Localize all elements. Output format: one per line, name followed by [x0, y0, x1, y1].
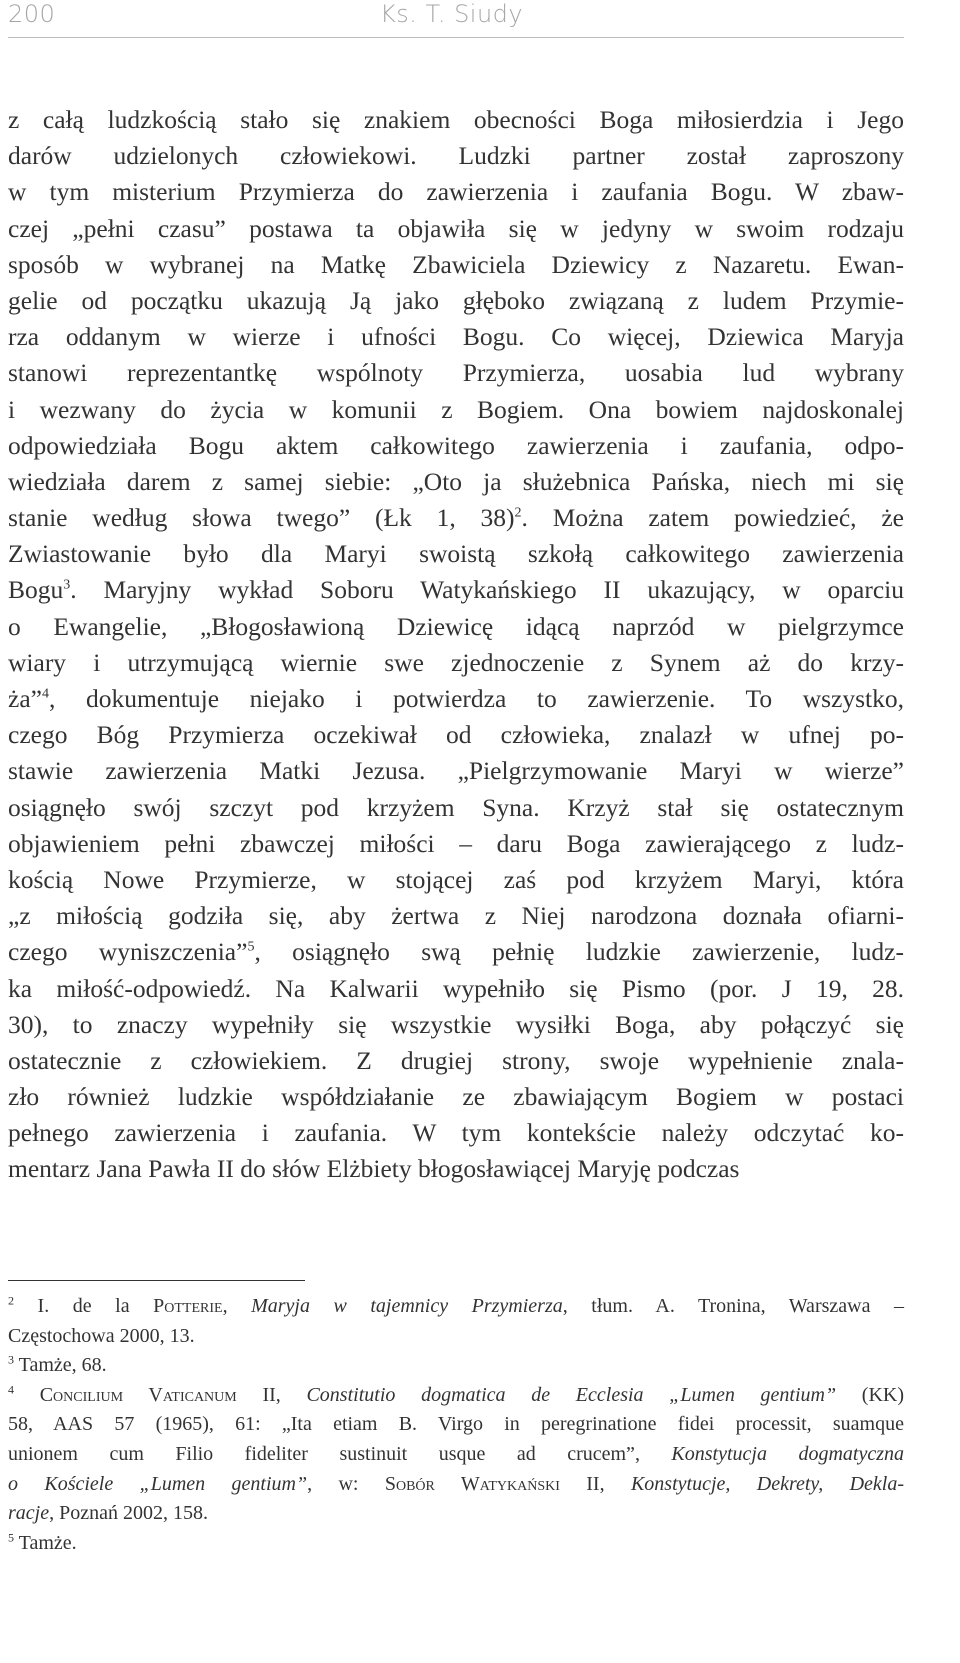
text-line: stawie zawierzenia Matki Jezusa. „Pielgrzymowanie Maryi w wierze”	[8, 756, 904, 786]
footnote-title: Constitutio dogmatica de Ecclesia „Lumen gentium”	[306, 1383, 837, 1406]
footnote-3: $^3$ Tamże, 68.	[8, 1352, 107, 1377]
text-line: odpowiedziała Bogu aktem całkowitego zawierzenia i zaufania, odpo-	[8, 430, 904, 460]
footnote-author: Potterie	[153, 1295, 223, 1317]
footnote-number: 5	[8, 1530, 14, 1545]
main-text	[8, 102, 904, 1188]
text-line: stanowi reprezentantkę wspólnoty Przymierza, uosabia lud wybrany	[8, 358, 904, 388]
footnote-ref: 3	[63, 577, 71, 593]
footnote-ref: 2	[514, 505, 522, 521]
text-line: Zwiastowanie było dla Maryi swoistą szkołą całkowitego zawierzenia	[8, 539, 904, 569]
text-line: rza oddanym w wierze i ufności Bogu. Co więcej, Dziewica Maryja	[8, 322, 904, 352]
text-line: czego Bóg Przymierza oczekiwał od człowieka, znalazł w ufnej po-	[8, 720, 904, 750]
footnote-number: 3	[8, 1352, 14, 1367]
footnote-4-line5: racje, Poznań 2002, 158.	[8, 1502, 208, 1525]
footnote-number: 2	[8, 1293, 14, 1308]
text-line: z całą ludzkością stało się znakiem obecności Boga miłosierdzia i Jego	[8, 105, 904, 134]
text-line: mentarz Jana Pawła II do słów Elżbiety błogosławiącej Maryję podczas	[8, 1154, 740, 1184]
page-number: 200	[8, 0, 56, 28]
footnote-4-line3: unionem cum Filio fideliter sustinuit usque ad crucem”, Konstytucja dogmatyczna	[8, 1442, 904, 1465]
footnote-2: $^2$ I. de la Potterie, Maryja w tajemnicy Przymierza, tłum. A. Tronina, Warszawa –	[8, 1293, 904, 1317]
text-line: o Ewangelie, „Błogosławioną Dziewicę idącą naprzód w pielgrzymce	[8, 611, 904, 641]
running-header	[8, 0, 904, 38]
text-line: stanie według słowa twego” (Łk 1, 38)$^2$. Można zatem powiedzieć, że	[8, 503, 904, 533]
text-line: czego wyniszczenia”$^5$, osiągnęło swą pełnię ludzkie zawierzenie, ludz-	[8, 937, 904, 967]
text-line: 30), to znaczy wypełniły się wszystkie wysiłki Boga, aby połączyć się	[8, 1009, 904, 1039]
footnote-2-cont: Częstochowa 2000, 13.	[8, 1324, 195, 1347]
text-line: ża”$^4$, dokumentuje niejako i potwierdza to zawierzenie. To wszystko,	[8, 684, 904, 713]
text-line: pełnego zawierzenia i zaufania. W tym kontekście należy odczytać ko-	[8, 1118, 904, 1148]
footnotes	[8, 1292, 904, 1558]
footnote-number: 4	[8, 1382, 14, 1397]
text-line: zło również ludzkie współdziałanie ze zbawiającym Bogiem w postaci	[8, 1082, 904, 1112]
text-line: „z miłością godziła się, aby żertwa z Niej narodzona doznała ofiarni-	[8, 901, 904, 931]
footnote-author: Concilium Vaticanum	[39, 1383, 237, 1406]
footnote-4-line2: 58, AAS 57 (1965), 61: „Ita etiam B. Virgo in peregrinatione fidei processit, suamque	[8, 1413, 904, 1436]
text-line: sposób w wybranej na Matkę Zbawiciela Dziewicy z Nazaretu. Ewan-	[8, 249, 904, 279]
text-line: Bogu$^3$. Maryjny wykład Soboru Watykańskiego II ukazujący, w oparciu	[8, 575, 904, 605]
footnote-5: $^5$ Tamże.	[8, 1530, 77, 1554]
text-line: ostatecznie z człowiekiem. Z drugiej strony, swoje wypełnienie znala-	[8, 1045, 904, 1075]
text-line: osiągnęło swój szczyt pod krzyżem Syna. Krzyż stał się ostatecznym	[8, 792, 904, 822]
footnote-ref: 4	[41, 686, 49, 702]
text-line: wiary i utrzymującą wiernie swe zjednoczenie z Synem aż do krzy-	[8, 647, 904, 677]
footnote-4: $^4$ Concilium Vaticanum II, Constitutio dogmatica de Ecclesia „Lumen gentium” (KK)	[8, 1382, 904, 1406]
text-line: ka miłość-odpowiedź. Na Kalwarii wypełniło się Pismo (por. J 19, 28.	[8, 973, 904, 1003]
text-line: czej „pełni czasu” postawa ta objawiła się w jedyny w swoim rodzaju	[8, 213, 904, 243]
running-title: Ks. T. Siudy	[380, 0, 524, 28]
footnote-title: Maryja w tajemnicy Przymierza	[251, 1295, 563, 1317]
text-line: darów udzielonych człowiekowi. Ludzki partner został zaproszony	[8, 141, 904, 171]
text-line: wiedziała darem z samej siebie: „Oto ja służebnica Pańska, niech mi się	[8, 466, 904, 496]
text-line: objawieniem pełni zbawczej miłości – daru Boga zawierającego z ludz-	[8, 828, 904, 858]
text-line: gelie od początku ukazują Ją jako głęboko związaną z ludem Przymie-	[8, 285, 904, 315]
header-divider	[8, 37, 904, 38]
footnote-divider	[8, 1280, 305, 1281]
text-line: i wezwany do życia w komunii z Bogiem. Ona bowiem najdoskonalej	[8, 394, 904, 424]
footnote-ref: 5	[247, 939, 255, 955]
footnote-4-line4: o Kościele „Lumen gentium”, w: Sobór Watykański II, Konstytucje, Dekrety, Dekla-	[8, 1472, 904, 1495]
text-line: w tym misterium Przymierza do zawierzenia i zaufania Bogu. W zbaw-	[8, 177, 904, 207]
text-line: kością Nowe Przymierze, w stojącej zaś pod krzyżem Maryi, która	[8, 864, 904, 894]
